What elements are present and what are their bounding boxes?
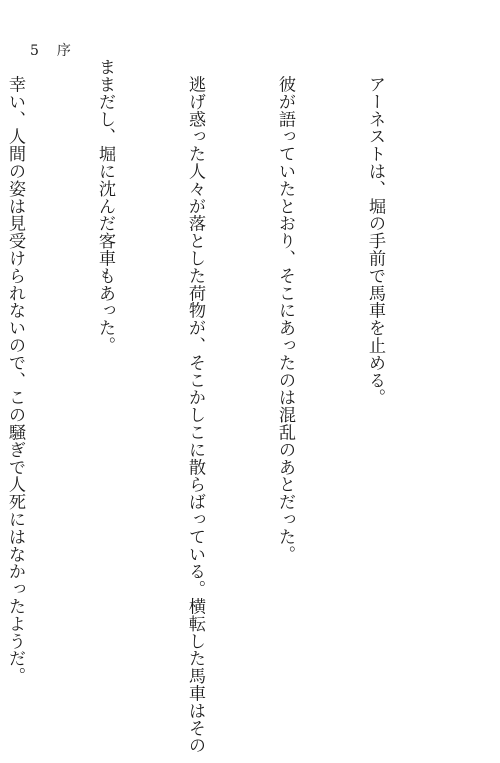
text-line: 幸い、人間の姿は見受けられないので、この騒ぎで人死にはなかったようだ。 (5, 58, 25, 685)
chapter-title: 序 (56, 43, 71, 59)
text-line: ままだし、堀に沈んだ客車もあった。 (95, 58, 115, 354)
page-header (30, 40, 71, 60)
body-text (0, 58, 450, 754)
text-line: アーネストは、堀の手前で馬車を止める。 (365, 58, 385, 406)
text-line: 彼が語っていたとおり、そこにあったのは混乱のあとだった。 (275, 58, 295, 563)
page-number: 5 (30, 43, 39, 59)
text-line: 逃げ惑った人々が落とした荷物が、そこかしこに散らばっている。横転した馬車はその (185, 58, 205, 754)
